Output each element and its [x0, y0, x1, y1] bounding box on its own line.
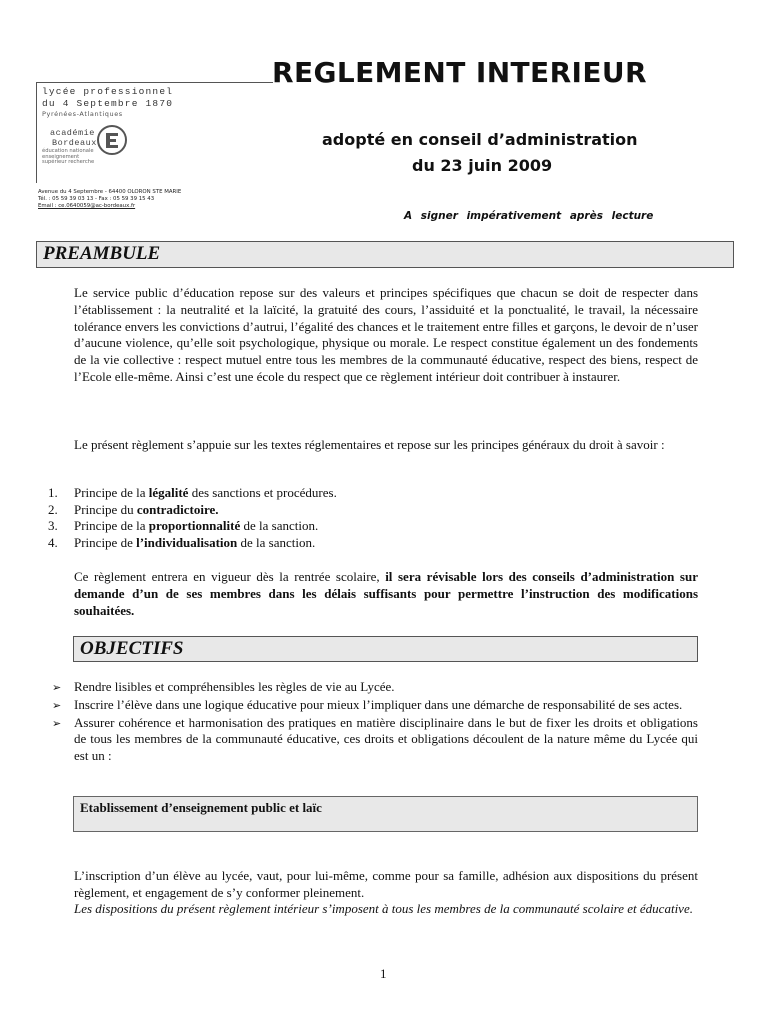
signature-note: A signer impérativement après lecture	[404, 210, 654, 222]
school-address	[38, 189, 181, 211]
arrow-bullet-icon: ➢	[52, 681, 62, 694]
preambule-paragraph-1: Le service public d’éducation repose sur des valeurs et principes spécifiques que chacun se doit de respecter dans l’établissement : la neutralité et la laïcité, la gratuité des cours, l’assiduité et la ponctualité, le travail, la nécessaire tolérance envers les convictions d’autrui, l’égalité des chances et le traitement entre filles et garçons, le devoir de n’user d’aucune violence, qu’elle soit psychologique, physique ou morale. Le respect constitue également un des fondements de la vie collective : respect mutuel entre tous les membres de la communauté éducative, respect des biens, respect de l’Ecole elle-même. Ainsi c’est une école du respect que ce règlement intérieur doit contribuer à instaurer.	[74, 285, 698, 384]
page-number: 1	[380, 966, 387, 981]
list-item: ➢ Inscrire l’élève dans une logique éducative pour mieux l’impliquer dans une démarche de responsabilité de ses actes.	[52, 697, 698, 715]
list-item: 1. Principe de la légalité des sanctions et procédures.	[48, 485, 337, 500]
phone-fax-line: Tél. : 05 59 39 03 13 - Fax : 05 59 39 15 43	[38, 196, 155, 203]
subsection-box	[73, 796, 698, 832]
closing-italic-paragraph: Les dispositions du présent règlement intérieur s’imposent à tous les membres de la communauté scolaire et éducative.	[74, 901, 693, 916]
section-heading: OBJECTIFS	[80, 638, 184, 659]
school-region: Pyrénées-Atlantiques	[42, 110, 123, 118]
list-item: 3. Principe de la proportionnalité de la sanction.	[48, 518, 319, 534]
academy-name-line1: académie	[50, 128, 95, 138]
academy-name-line2: Bordeaux	[52, 138, 97, 148]
academy-emblem-icon	[96, 124, 128, 156]
arrow-bullet-icon: ➢	[52, 698, 62, 712]
section-heading: PREAMBULE	[43, 243, 161, 264]
arrow-bullet-icon: ➢	[52, 716, 62, 730]
school-name-line1: lycée professionnel	[42, 86, 174, 97]
principles-list	[48, 485, 337, 551]
preambule-paragraph-2: Le présent règlement s’appuie sur les textes réglementaires et repose sur les principes généraux du droit à savoir :	[74, 437, 665, 452]
school-name-line2: du 4 Septembre 1870	[42, 98, 174, 109]
objectives-list	[52, 679, 698, 765]
subsection-heading: Etablissement d’enseignement public et laïc	[80, 800, 322, 815]
address-line: Avenue du 4 Septembre - 64400 OLORON STE MARIE	[38, 189, 182, 195]
preambule-paragraph-3: Ce règlement entrera en vigueur dès la rentrée scolaire, il sera révisable lors des conseils d’administration sur demande d’un de ses membres dans les délais suffisants pour permettre l’instruction des modifications souhaitées.	[74, 569, 698, 618]
section-objectifs	[73, 636, 698, 662]
academy-subtitle: éducation nationale enseignement supérieur recherche	[42, 148, 95, 166]
closing-paragraph: L’inscription d’un élève au lycée, vaut, pour lui-même, comme pour sa famille, adhésion aux dispositions du présent règlement, et engagement de s’y conformer pleinement.	[74, 868, 698, 900]
adoption-date: du 23 juin 2009	[412, 156, 553, 175]
list-item: ➢ Rendre lisibles et compréhensibles les règles de vie au Lycée.	[52, 679, 698, 697]
list-item: 4. Principe de l’individualisation de la sanction.	[48, 534, 316, 550]
section-preambule	[36, 241, 734, 268]
adoption-line: adopté en conseil d’administration	[322, 130, 638, 149]
email-line[interactable]: Email : ce.0640059@ac-bordeaux.fr	[38, 203, 136, 210]
list-item: ➢ Assurer cohérence et harmonisation des pratiques en matière disciplinaire dans le but de fixer les droits et obligations de tous les membres de la communauté éducative, ces droits et obligations découlent de la nature même du Lycée qui est un :	[52, 714, 698, 764]
list-item: 2. Principe du contradictoire.	[48, 501, 219, 517]
page-title: REGLEMENT INTERIEUR	[272, 56, 647, 89]
